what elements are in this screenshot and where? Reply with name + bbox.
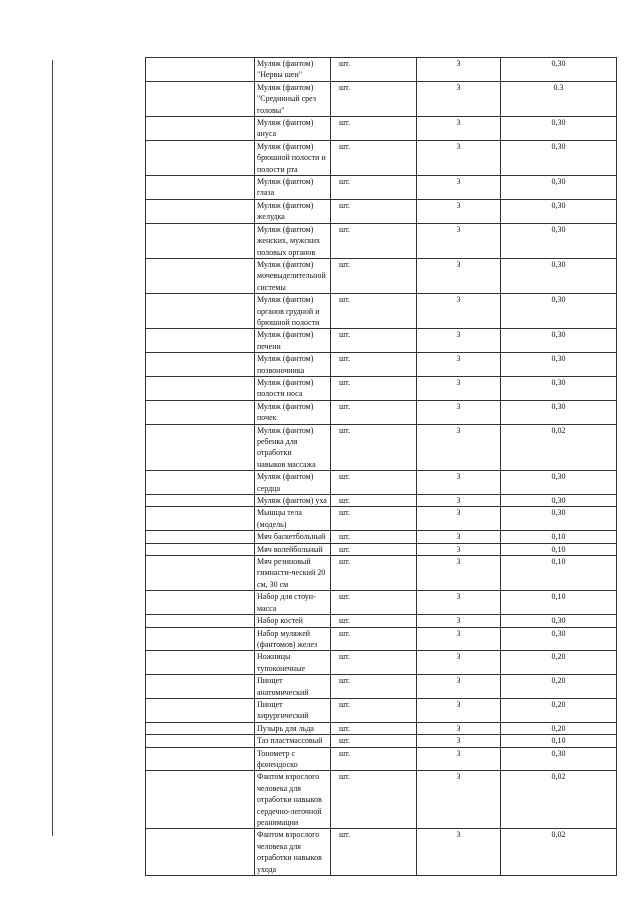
table-row [146,58,617,82]
item-name: Мяч волейбольный [255,543,331,555]
item-name: Муляж (фантом) ануса [255,117,331,141]
item-quantity: 3 [417,747,501,771]
item-unit: шт. [331,81,417,116]
table-row [146,556,617,591]
table-row [146,400,617,424]
empty-cell [146,556,255,591]
item-quantity: 3 [417,376,501,400]
item-value: 0,30 [501,400,617,424]
item-unit: шт. [331,117,417,141]
item-name: Муляж (фантом) уха [255,495,331,507]
item-unit: шт. [331,495,417,507]
item-name: Мяч резиновый гимнасти-ческий 20 см, 30 см [255,556,331,591]
empty-cell [146,495,255,507]
item-value: 0,30 [501,223,617,258]
item-value: 0,30 [501,176,617,200]
item-name: Муляж (фантом) полости носа [255,376,331,400]
item-quantity: 3 [417,81,501,116]
item-unit: шт. [331,258,417,293]
item-name: Набор костей [255,615,331,627]
table-row [146,376,617,400]
item-quantity: 3 [417,722,501,734]
table-row [146,675,617,699]
item-value: 0,20 [501,651,617,675]
item-quantity: 3 [417,615,501,627]
item-value: 0,30 [501,117,617,141]
item-quantity: 3 [417,199,501,223]
item-name: Пузырь для льда [255,722,331,734]
item-unit: шт. [331,735,417,747]
item-quantity: 3 [417,176,501,200]
item-name: Тонометр с фонендоско [255,747,331,771]
item-unit: шт. [331,223,417,258]
item-unit: шт. [331,376,417,400]
item-unit: шт. [331,627,417,651]
empty-cell [146,176,255,200]
item-quantity: 3 [417,471,501,495]
item-quantity: 3 [417,698,501,722]
item-name: Муляж (фантом) "Срединный срез головы" [255,81,331,116]
table-row [146,651,617,675]
table-row [146,117,617,141]
item-unit: шт. [331,747,417,771]
item-quantity: 3 [417,495,501,507]
item-name: Мяч баскетбольный [255,531,331,543]
empty-cell [146,81,255,116]
item-name: Муляж (фантом) мочевыделительной системы [255,258,331,293]
table-row [146,353,617,377]
table-row [146,294,617,329]
item-unit: шт. [331,556,417,591]
item-unit: шт. [331,675,417,699]
table-row [146,829,617,876]
item-value: 0,30 [501,258,617,293]
table-row [146,81,617,116]
item-value: 0,30 [501,615,617,627]
table-row [146,698,617,722]
item-name: Муляж (фантом) ребенка для отработки навыков массажа [255,424,331,471]
empty-cell [146,615,255,627]
item-name: Мышцы тела (модель) [255,507,331,531]
table-row [146,199,617,223]
equipment-table [145,57,617,876]
item-unit: шт. [331,543,417,555]
item-name: Фантом взрослого человека для отработки навыков ухода [255,829,331,876]
item-value: 0,30 [501,495,617,507]
empty-cell [146,223,255,258]
item-value: 0,30 [501,58,617,82]
item-value: 0,20 [501,698,617,722]
item-value: 0,30 [501,199,617,223]
empty-cell [146,735,255,747]
table-row [146,615,617,627]
empty-cell [146,140,255,175]
item-name: Набор муляжей (фантомов) желез [255,627,331,651]
empty-cell [146,829,255,876]
item-name: Набор для стоун-масса [255,591,331,615]
empty-cell [146,531,255,543]
item-unit: шт. [331,294,417,329]
empty-cell [146,376,255,400]
item-unit: шт. [331,829,417,876]
item-quantity: 3 [417,424,501,471]
empty-cell [146,722,255,734]
item-value: 0,20 [501,722,617,734]
item-name: Муляж (фантом) сердца [255,471,331,495]
item-unit: шт. [331,58,417,82]
item-value: 0,30 [501,471,617,495]
item-unit: шт. [331,176,417,200]
item-value: 0,30 [501,140,617,175]
page-margin-rule [52,60,53,836]
item-unit: шт. [331,698,417,722]
item-value: 0,10 [501,735,617,747]
item-quantity: 3 [417,531,501,543]
item-unit: шт. [331,651,417,675]
item-unit: шт. [331,531,417,543]
item-unit: шт. [331,471,417,495]
item-quantity: 3 [417,591,501,615]
item-unit: шт. [331,353,417,377]
item-name: Таз пластмассовый [255,735,331,747]
item-quantity: 3 [417,353,501,377]
table-row [146,507,617,531]
item-name: Муляж (фантом) женских, мужских половых органов [255,223,331,258]
table-row [146,329,617,353]
item-quantity: 3 [417,140,501,175]
item-value: 0,30 [501,376,617,400]
table-row [146,424,617,471]
item-name: Пинцет хирургический [255,698,331,722]
item-quantity: 3 [417,771,501,829]
empty-cell [146,329,255,353]
item-unit: шт. [331,329,417,353]
item-quantity: 3 [417,329,501,353]
empty-cell [146,353,255,377]
table-row [146,531,617,543]
table-row [146,258,617,293]
empty-cell [146,627,255,651]
empty-cell [146,471,255,495]
item-unit: шт. [331,591,417,615]
table-row [146,747,617,771]
table-row [146,735,617,747]
item-quantity: 3 [417,651,501,675]
table-row [146,223,617,258]
empty-cell [146,199,255,223]
empty-cell [146,294,255,329]
empty-cell [146,543,255,555]
item-value: 0,30 [501,747,617,771]
empty-cell [146,591,255,615]
item-quantity: 3 [417,117,501,141]
item-name: Фантом взрослого человека для отработки навыков сердечно-легочной реанимации [255,771,331,829]
empty-cell [146,747,255,771]
item-value: 0,30 [501,329,617,353]
item-unit: шт. [331,199,417,223]
table-row [146,771,617,829]
empty-cell [146,771,255,829]
item-name: Муляж (фантом) "Нервы шеи" [255,58,331,82]
item-name: Муляж (фантом) брюшной полости и полости рта [255,140,331,175]
item-value: 0,10 [501,556,617,591]
empty-cell [146,507,255,531]
item-name: Муляж (фантом) позвоночника [255,353,331,377]
item-quantity: 3 [417,223,501,258]
item-unit: шт. [331,771,417,829]
item-unit: шт. [331,722,417,734]
item-value: 0,10 [501,531,617,543]
item-name: Муляж (фантом) органов грудной и брюшной полости [255,294,331,329]
empty-cell [146,117,255,141]
item-value: 0,30 [501,294,617,329]
table-row [146,627,617,651]
item-value: 0,30 [501,507,617,531]
item-name: Муляж (фантом) печени [255,329,331,353]
table-row [146,471,617,495]
item-name: Муляж (фантом) желудка [255,199,331,223]
item-value: 0,10 [501,543,617,555]
equipment-table-body [146,58,617,876]
item-quantity: 3 [417,58,501,82]
item-quantity: 3 [417,294,501,329]
item-value: 0,30 [501,353,617,377]
item-unit: шт. [331,400,417,424]
item-quantity: 3 [417,675,501,699]
item-quantity: 3 [417,627,501,651]
item-value: 0,30 [501,627,617,651]
table-row [146,591,617,615]
item-quantity: 3 [417,400,501,424]
table-row [146,722,617,734]
item-value: 0.3 [501,81,617,116]
table-row [146,495,617,507]
item-unit: шт. [331,507,417,531]
item-name: Ножницы тупоконечные [255,651,331,675]
item-name: Пинцет анатомический [255,675,331,699]
table-row [146,140,617,175]
item-unit: шт. [331,615,417,627]
item-quantity: 3 [417,507,501,531]
item-quantity: 3 [417,556,501,591]
empty-cell [146,424,255,471]
item-quantity: 3 [417,829,501,876]
item-unit: шт. [331,424,417,471]
empty-cell [146,258,255,293]
empty-cell [146,698,255,722]
item-unit: шт. [331,140,417,175]
item-quantity: 3 [417,258,501,293]
item-name: Муляж (фантом) глаза [255,176,331,200]
empty-cell [146,651,255,675]
item-quantity: 3 [417,735,501,747]
table-row [146,543,617,555]
empty-cell [146,58,255,82]
item-value: 0,02 [501,771,617,829]
empty-cell [146,400,255,424]
item-value: 0,20 [501,675,617,699]
item-value: 0,02 [501,424,617,471]
empty-cell [146,675,255,699]
item-quantity: 3 [417,543,501,555]
item-value: 0,10 [501,591,617,615]
item-name: Муляж (фантом) почек [255,400,331,424]
table-row [146,176,617,200]
item-value: 0,02 [501,829,617,876]
